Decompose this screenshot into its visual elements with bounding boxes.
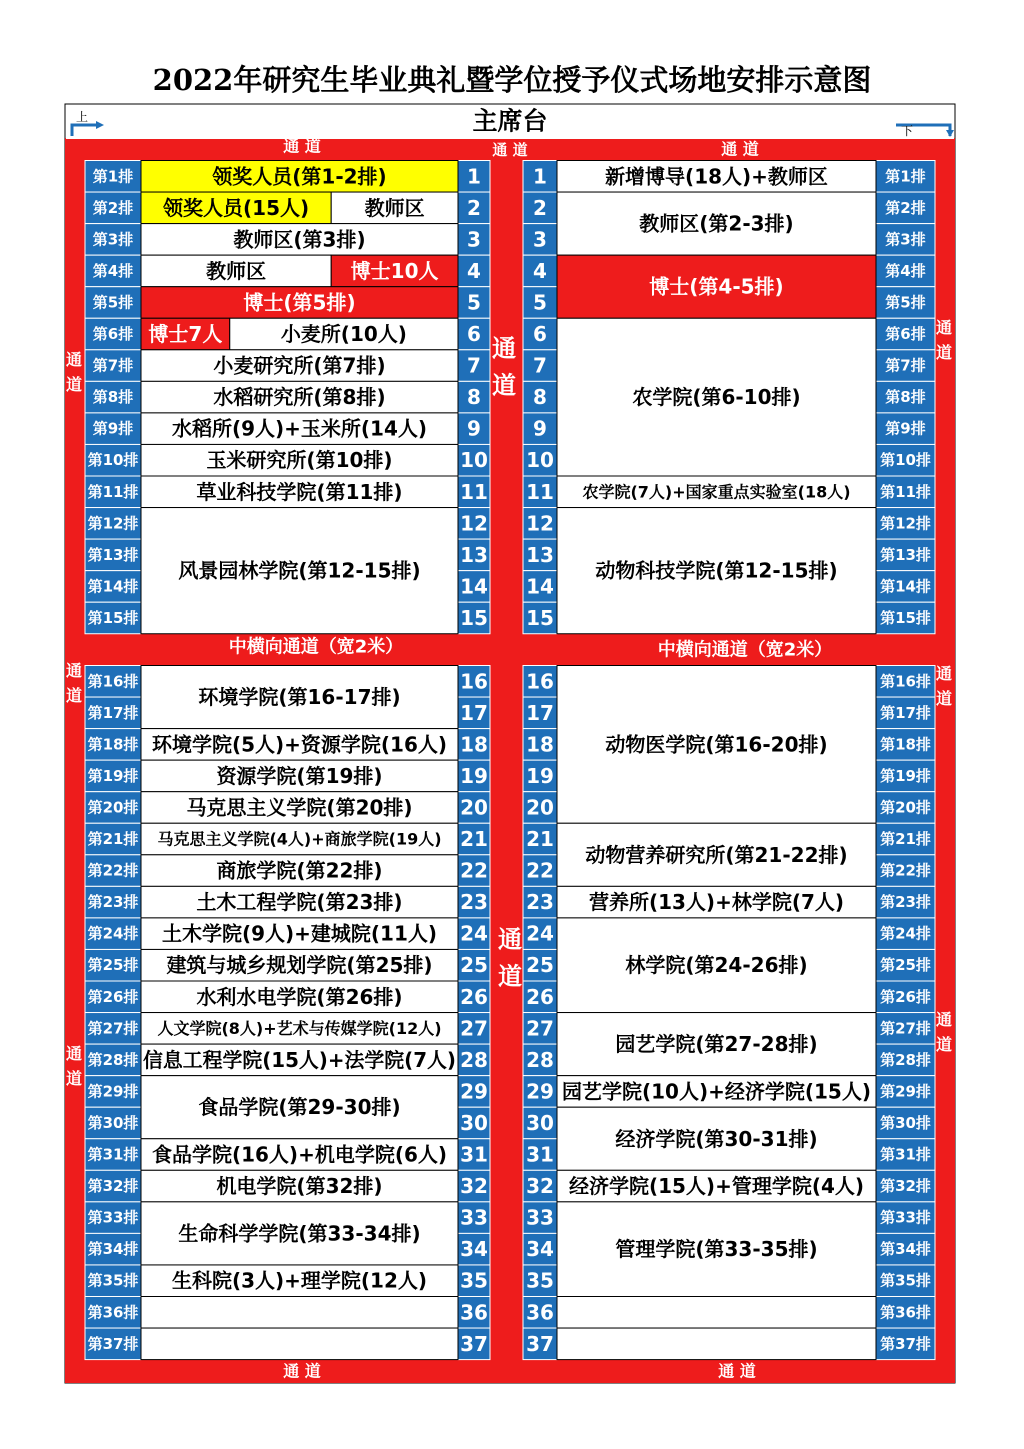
cross-aisle-right: 中横向通道（宽2米） (657, 639, 833, 661)
row-number-right: 19 (526, 763, 554, 788)
row-label-right: 第33排 (880, 1208, 931, 1227)
row-number-left: 1 (467, 164, 481, 189)
row-number-right: 21 (526, 827, 554, 852)
row-label-left: 第19排 (87, 766, 139, 785)
aisle-center-lower: 道 (498, 962, 522, 991)
seat-block-label-left: 草业科技学院(第11排) (196, 479, 403, 504)
seat-block-label-left: 风景园林学院(第12-15排) (178, 558, 421, 583)
row-number-right: 20 (526, 795, 554, 820)
row-number-left: 24 (460, 921, 488, 946)
row-label-left: 第4排 (92, 261, 134, 280)
seat-block-label-left: 资源学院(第19排) (216, 763, 383, 788)
aisle-center-lower: 通 (498, 925, 522, 954)
row-number-left: 20 (460, 795, 488, 820)
row-label-left: 第25排 (87, 956, 139, 975)
row-label-right: 第5排 (885, 293, 926, 312)
row-label-left: 第13排 (87, 545, 139, 564)
seat-block-label-left: 食品学院(第29-30排) (198, 1095, 401, 1120)
row-number-left: 28 (460, 1047, 488, 1072)
row-number-right: 31 (526, 1142, 554, 1167)
row-number-right: 36 (526, 1300, 554, 1325)
seat-block-label-right: 农学院(第6-10排) (632, 385, 801, 410)
stage-label: 主席台 (472, 106, 548, 136)
seat-block-label-right: 教师区(第2-3排) (639, 211, 794, 236)
row-label-right: 第26排 (880, 987, 931, 1006)
aisle-side-left: 通 (65, 1044, 83, 1064)
row-label-left: 第22排 (87, 861, 139, 880)
row-label-right: 第32排 (880, 1177, 931, 1196)
row-label-left: 第16排 (87, 672, 139, 691)
seat-block-label-left: 信息工程学院(15人)+法学院(7人) (143, 1047, 456, 1072)
row-number-left: 14 (460, 574, 488, 599)
aisle-side-left: 通 (65, 661, 83, 681)
row-label-left: 第11排 (87, 482, 139, 501)
row-label-right: 第3排 (885, 230, 926, 249)
seat-block-label-left: 领奖人员(第1-2排) (212, 164, 387, 189)
row-number-right: 8 (533, 385, 547, 410)
row-number-left: 35 (460, 1268, 488, 1293)
seat-block-label-left: 水稻研究所(第8排) (213, 385, 386, 410)
row-label-right: 第24排 (880, 924, 931, 943)
row-number-right: 37 (526, 1331, 554, 1356)
row-label-left: 第14排 (87, 577, 139, 596)
seat-block-label-right: 营养所(13人)+林学院(7人) (588, 890, 845, 915)
row-number-right: 2 (533, 195, 547, 220)
seat-block-label-left: 马克思主义学院(4人)+商旅学院(19人) (157, 829, 442, 849)
row-label-left: 第37排 (87, 1334, 139, 1353)
aisle-side-right: 通 (935, 1010, 953, 1030)
row-number-right: 27 (526, 1016, 554, 1041)
seat-block-label-left: 小麦研究所(第7排) (213, 353, 386, 378)
seat-block-label-left: 博士10人 (350, 258, 439, 283)
row-label-left: 第17排 (87, 703, 139, 722)
row-label-right: 第6排 (885, 325, 926, 344)
seat-block-label-left: 机电学院(第32排) (216, 1174, 383, 1199)
row-number-right: 32 (526, 1174, 554, 1199)
aisle-side-left: 道 (65, 374, 83, 394)
aisle-side-left: 道 (65, 685, 83, 705)
row-number-left: 36 (460, 1300, 488, 1325)
row-number-left: 30 (460, 1110, 488, 1135)
row-number-left: 32 (460, 1174, 488, 1199)
cross-aisle-left: 中横向通道（宽2米） (228, 636, 404, 658)
row-number-right: 1 (533, 164, 547, 189)
row-number-left: 8 (467, 385, 481, 410)
row-number-left: 2 (467, 195, 481, 220)
row-label-right: 第13排 (880, 545, 931, 564)
down-label: 下 (900, 124, 914, 138)
row-number-right: 26 (526, 984, 554, 1009)
row-label-right: 第28排 (880, 1050, 931, 1069)
row-label-right: 第22排 (880, 861, 931, 880)
row-number-left: 4 (467, 258, 481, 283)
row-number-right: 6 (533, 322, 547, 347)
row-number-left: 34 (460, 1237, 488, 1262)
row-number-right: 10 (526, 448, 554, 473)
aisle-top-right: 通 道 (721, 139, 759, 159)
aisle-bottom-left: 通 道 (283, 1361, 321, 1381)
row-number-right: 28 (526, 1047, 554, 1072)
row-label-right: 第2排 (885, 198, 926, 217)
row-number-right: 25 (526, 953, 554, 978)
row-number-left: 3 (467, 227, 481, 252)
row-number-left: 31 (460, 1142, 488, 1167)
seat-block-label-right: 管理学院(第33-35排) (615, 1237, 818, 1262)
row-number-left: 7 (467, 353, 481, 378)
row-number-left: 18 (460, 732, 488, 757)
aisle-side-left: 道 (65, 1068, 83, 1088)
aisle-top-left: 通 道 (283, 136, 321, 156)
row-number-right: 23 (526, 890, 554, 915)
row-label-left: 第15排 (87, 608, 139, 627)
seat-block-label-left: 水稻所(9人)+玉米所(14人) (171, 416, 428, 441)
row-label-left: 第5排 (92, 293, 134, 312)
row-label-right: 第14排 (880, 577, 931, 596)
seat-block-label-left: 玉米研究所(第10排) (206, 448, 393, 473)
row-number-right: 14 (526, 574, 554, 599)
row-number-right: 4 (533, 258, 547, 283)
row-label-left: 第24排 (87, 924, 139, 943)
row-label-left: 第20排 (87, 798, 139, 817)
row-label-right: 第30排 (880, 1113, 931, 1132)
row-label-left: 第34排 (87, 1240, 139, 1259)
row-label-right: 第27排 (880, 1019, 931, 1038)
row-number-left: 6 (467, 322, 481, 347)
seat-block-label-left: 生命科学学院(第33-34排) (178, 1221, 421, 1246)
seat-block-label-right: 动物科技学院(第12-15排) (595, 558, 838, 583)
aisle-center-upper: 道 (492, 371, 516, 400)
aisle-center-upper: 通 (492, 334, 516, 363)
row-label-left: 第26排 (87, 987, 139, 1006)
row-number-right: 33 (526, 1205, 554, 1230)
row-label-right: 第25排 (880, 956, 931, 975)
row-label-right: 第18排 (880, 735, 931, 754)
row-number-right: 34 (526, 1237, 554, 1262)
row-number-right: 18 (526, 732, 554, 757)
row-number-left: 23 (460, 890, 488, 915)
row-label-right: 第19排 (880, 766, 931, 785)
row-label-right: 第4排 (885, 261, 926, 280)
row-label-right: 第10排 (880, 451, 931, 470)
row-number-left: 29 (460, 1079, 488, 1104)
row-label-left: 第9排 (92, 419, 134, 438)
row-label-right: 第29排 (880, 1082, 931, 1101)
row-number-right: 12 (526, 511, 554, 536)
row-label-left: 第1排 (92, 167, 134, 186)
aisle-side-right: 道 (935, 342, 953, 362)
row-number-right: 9 (533, 416, 547, 441)
row-label-left: 第21排 (87, 830, 139, 849)
row-label-left: 第36排 (87, 1303, 139, 1322)
row-number-right: 15 (526, 605, 554, 630)
seat-block-label-left: 小麦所(10人) (280, 322, 407, 347)
seat-block-label-left: 教师区 (364, 195, 425, 220)
aisle-side-right: 道 (935, 1034, 953, 1054)
row-label-right: 第8排 (885, 388, 926, 407)
seat-block-label-left: 领奖人员(15人) (163, 195, 310, 220)
seat-block-label-right: 动物营养研究所(第21-22排) (585, 842, 848, 867)
row-number-left: 15 (460, 605, 488, 630)
row-label-left: 第23排 (87, 893, 139, 912)
row-number-right: 24 (526, 921, 554, 946)
row-number-left: 10 (460, 448, 488, 473)
aisle-side-right: 通 (935, 318, 953, 338)
seat-block-label-left: 土木工程学院(第23排) (196, 890, 403, 915)
row-number-left: 11 (460, 479, 488, 504)
row-number-right: 13 (526, 542, 554, 567)
seat-block-label-right: 园艺学院(10人)+经济学院(15人) (562, 1079, 871, 1104)
aisle-top-center: 通 道 (492, 141, 528, 159)
row-label-right: 第35排 (880, 1271, 931, 1290)
row-label-left: 第29排 (87, 1082, 139, 1101)
seat-block-label-right: 园艺学院(第27-28排) (615, 1032, 818, 1057)
row-label-right: 第16排 (880, 672, 931, 691)
row-number-left: 37 (460, 1331, 488, 1356)
row-number-right: 7 (533, 353, 547, 378)
row-number-left: 13 (460, 542, 488, 567)
seat-block-label-left: 食品学院(16人)+机电学院(6人) (151, 1142, 448, 1167)
row-label-right: 第31排 (880, 1145, 931, 1164)
row-label-right: 第36排 (880, 1303, 931, 1322)
row-label-right: 第7排 (885, 356, 926, 375)
row-number-left: 19 (460, 763, 488, 788)
row-number-right: 16 (526, 669, 554, 694)
row-label-left: 第32排 (87, 1177, 139, 1196)
seat-block-label-left: 环境学院(第16-17排) (198, 685, 401, 710)
row-number-right: 30 (526, 1110, 554, 1135)
up-label: 上 (75, 110, 89, 124)
row-label-right: 第17排 (880, 703, 931, 722)
row-number-right: 11 (526, 479, 554, 504)
row-label-left: 第18排 (87, 735, 139, 754)
seat-block-label-left: 建筑与城乡规划学院(第25排) (166, 953, 433, 978)
row-label-left: 第10排 (87, 451, 139, 470)
seat-block-label-left: 生科院(3人)+理学院(12人) (171, 1268, 428, 1293)
row-number-left: 27 (460, 1016, 488, 1041)
page-title: 2022年研究生毕业典礼暨学位授予仪式场地安排示意图 (152, 63, 872, 97)
seat-block-label-left: 马克思主义学院(第20排) (186, 795, 413, 820)
seat-block-right (557, 1297, 876, 1329)
row-number-left: 25 (460, 953, 488, 978)
row-label-left: 第33排 (87, 1208, 139, 1227)
row-label-right: 第37排 (880, 1334, 931, 1353)
seat-block-label-left: 博士7人 (148, 322, 223, 347)
row-label-left: 第6排 (92, 325, 134, 344)
row-label-right: 第23排 (880, 893, 931, 912)
seat-block-label-left: 环境学院(5人)+资源学院(16人) (151, 732, 448, 757)
seat-block-label-left: 人文学院(8人)+艺术与传媒学院(12人) (157, 1018, 442, 1038)
row-label-right: 第9排 (885, 419, 926, 438)
seat-block-label-right: 新增博导(18人)+教师区 (605, 164, 828, 189)
row-label-left: 第8排 (92, 388, 134, 407)
row-number-right: 29 (526, 1079, 554, 1104)
row-number-left: 17 (460, 700, 488, 725)
seat-block-left (141, 1328, 458, 1360)
row-label-right: 第34排 (880, 1240, 931, 1259)
row-number-left: 33 (460, 1205, 488, 1230)
row-label-right: 第21排 (880, 830, 931, 849)
row-label-right: 第1排 (885, 167, 926, 186)
seat-block-label-left: 土木学院(9人)+建城院(11人) (161, 921, 438, 946)
seat-block-label-left: 商旅学院(第22排) (216, 858, 383, 883)
row-number-left: 5 (467, 290, 481, 315)
row-label-left: 第31排 (87, 1145, 139, 1164)
row-label-left: 第35排 (87, 1271, 139, 1290)
aisle-side-right: 道 (935, 688, 953, 708)
seat-block-label-left: 博士(第5排) (243, 290, 356, 315)
seat-block-label-right: 经济学院(第30-31排) (615, 1126, 818, 1151)
row-label-left: 第3排 (92, 230, 134, 249)
row-number-left: 16 (460, 669, 488, 694)
row-number-right: 35 (526, 1268, 554, 1293)
seat-block-label-right: 林学院(第24-26排) (625, 953, 808, 978)
seat-block-label-right: 博士(第4-5排) (649, 274, 784, 299)
seat-block-label-left: 教师区 (206, 258, 267, 283)
row-label-left: 第2排 (92, 198, 134, 217)
row-number-right: 22 (526, 858, 554, 883)
seat-block-label-left: 水利水电学院(第26排) (196, 984, 403, 1009)
aisle-side-right: 通 (935, 664, 953, 684)
seat-block-label-left: 教师区(第3排) (233, 227, 366, 252)
aisle-side-left: 通 (65, 350, 83, 370)
row-label-right: 第20排 (880, 798, 931, 817)
row-number-left: 12 (460, 511, 488, 536)
row-label-left: 第28排 (87, 1050, 139, 1069)
row-number-left: 26 (460, 984, 488, 1009)
row-number-right: 3 (533, 227, 547, 252)
seat-block-left (141, 1297, 458, 1329)
seat-block-label-right: 动物医学院(第16-20排) (605, 732, 828, 757)
row-label-right: 第15排 (880, 608, 931, 627)
row-label-left: 第7排 (92, 356, 134, 375)
row-label-left: 第12排 (87, 514, 139, 533)
seat-block-label-right: 经济学院(15人)+管理学院(4人) (568, 1174, 865, 1199)
row-label-right: 第12排 (880, 514, 931, 533)
row-label-left: 第27排 (87, 1019, 139, 1038)
row-number-right: 5 (533, 290, 547, 315)
row-number-left: 9 (467, 416, 481, 441)
row-number-left: 21 (460, 827, 488, 852)
row-label-right: 第11排 (880, 482, 931, 501)
seat-block-label-right: 农学院(7人)+国家重点实验室(18人) (582, 482, 851, 502)
aisle-bottom-right: 通 道 (718, 1361, 756, 1381)
row-label-left: 第30排 (87, 1113, 139, 1132)
row-number-right: 17 (526, 700, 554, 725)
seat-block-right (557, 1328, 876, 1360)
row-number-left: 22 (460, 858, 488, 883)
